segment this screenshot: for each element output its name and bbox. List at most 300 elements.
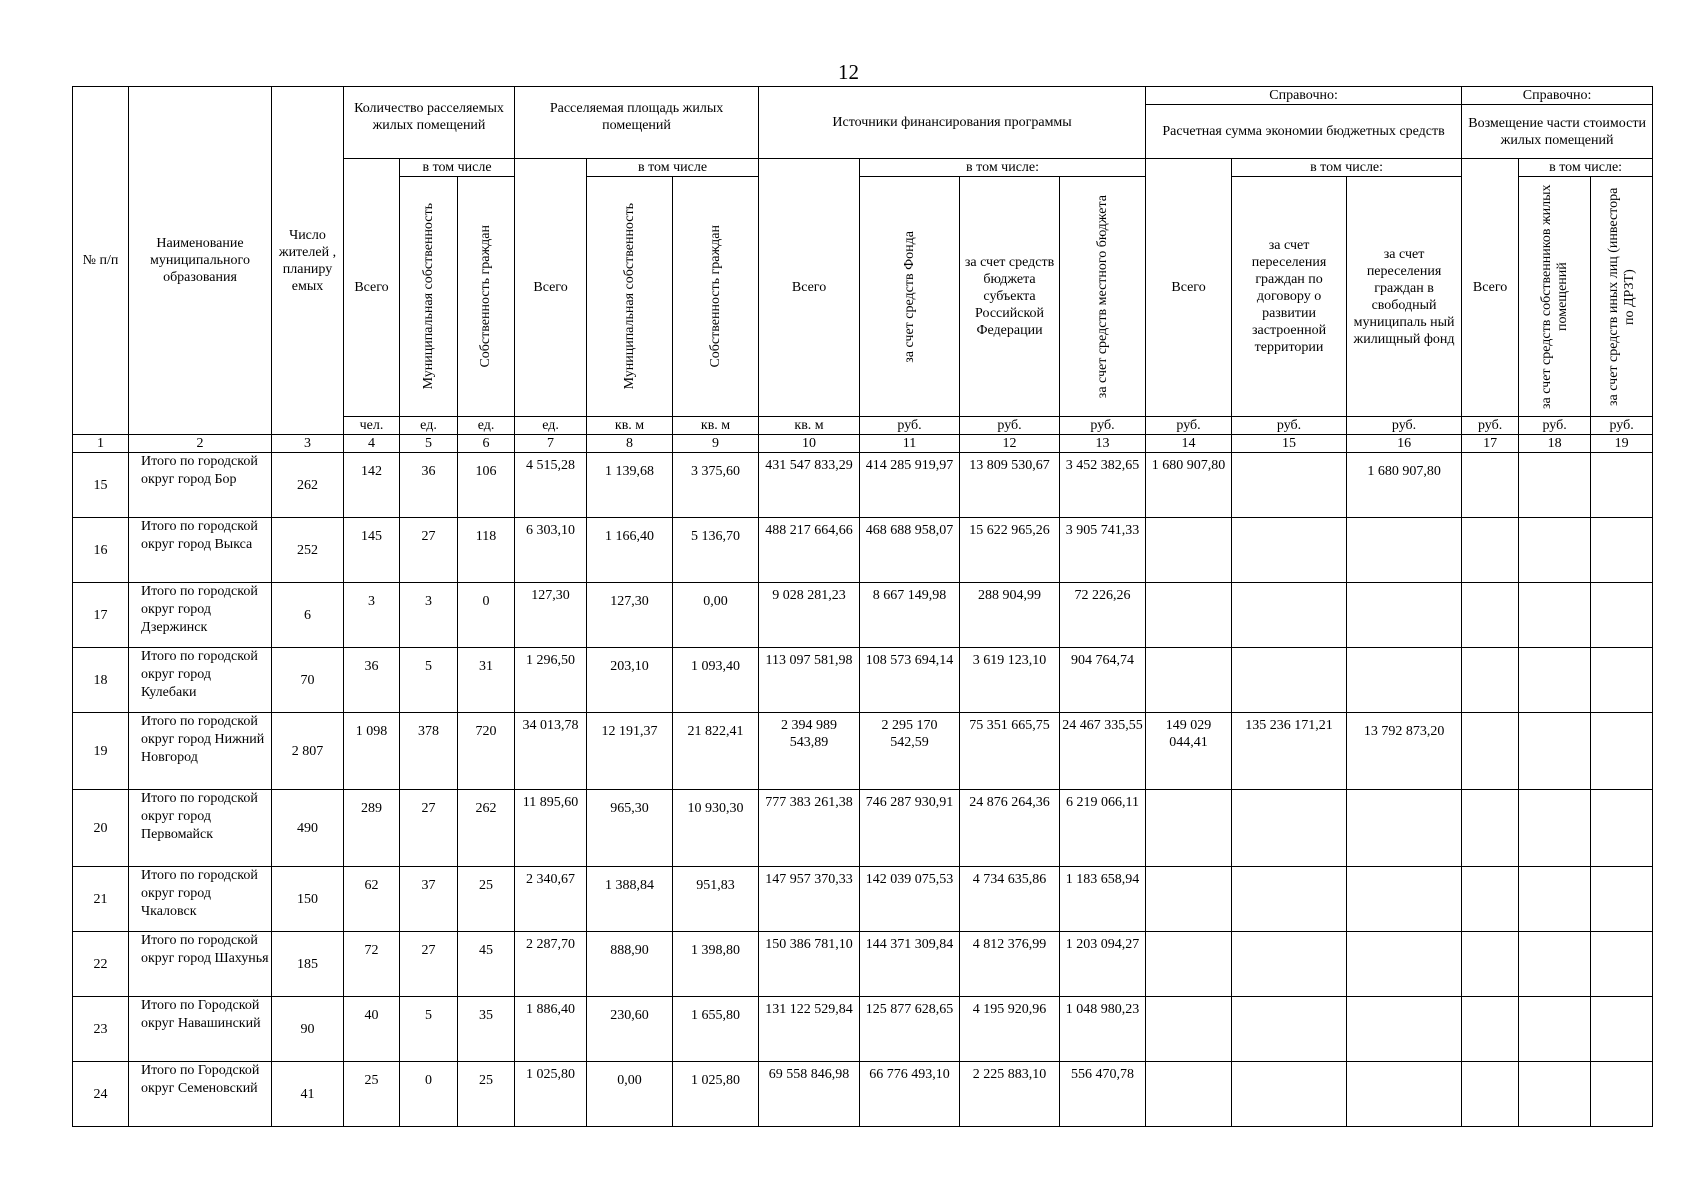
compensation-owners-cell — [1519, 1062, 1591, 1127]
row-number-cell: 16 — [73, 518, 129, 583]
header-reference-1 — [1146, 87, 1462, 105]
count-citizens-cell: 31 — [458, 648, 515, 713]
compensation-total-cell — [1462, 1062, 1519, 1127]
compensation-owners-cell — [1519, 518, 1591, 583]
finance-fund-cell: 2 295 170 542,59 — [860, 713, 960, 790]
column-number: 6 — [458, 435, 515, 453]
compensation-total-cell — [1462, 790, 1519, 867]
column-number: 7 — [515, 435, 587, 453]
column-numbers-row — [73, 435, 1653, 453]
header-count-municipal-label: Муниципальная собственность — [420, 203, 436, 390]
area-total-cell: 1 025,80 — [515, 1062, 587, 1127]
compensation-total-cell — [1462, 713, 1519, 790]
header-index — [73, 87, 129, 435]
count-citizens-cell: 262 — [458, 790, 515, 867]
compensation-total-cell — [1462, 648, 1519, 713]
page-number: 12 — [838, 60, 859, 84]
column-number: 4 — [344, 435, 400, 453]
finance-local-cell: 1 048 980,23 — [1060, 997, 1146, 1062]
header-econ-development-label: за счет переселения граждан по договору о развитии застроенной территории — [1251, 238, 1327, 355]
unit-cell: руб. — [1232, 417, 1347, 435]
finance-local-cell: 904 764,74 — [1060, 648, 1146, 713]
area-total-cell: 2 287,70 — [515, 932, 587, 997]
compensation-owners-cell — [1519, 790, 1591, 867]
municipality-name-cell: Итого по городской округ город Чкаловск — [129, 867, 272, 932]
column-number: 19 — [1591, 435, 1653, 453]
header-people — [272, 87, 344, 435]
economy-free-fund-cell — [1347, 932, 1462, 997]
compensation-other-cell — [1591, 648, 1653, 713]
economy-free-fund-cell — [1347, 583, 1462, 648]
economy-total-cell: 149 029 044,41 — [1146, 713, 1232, 790]
header-owners — [1519, 177, 1591, 417]
economy-free-fund-cell — [1347, 867, 1462, 932]
finance-total-cell: 488 217 664,66 — [759, 518, 860, 583]
unit-cell: руб. — [1462, 417, 1519, 435]
finance-fund-cell: 144 371 309,84 — [860, 932, 960, 997]
header-area-incl — [587, 159, 759, 177]
economy-total-cell — [1146, 790, 1232, 867]
count-citizens-cell: 118 — [458, 518, 515, 583]
area-total-cell: 34 013,78 — [515, 713, 587, 790]
economy-total-cell — [1146, 997, 1232, 1062]
header-compensation-incl — [1519, 159, 1653, 177]
column-number: 5 — [400, 435, 458, 453]
table-body — [73, 453, 1653, 1127]
area-municipal-cell: 1 388,84 — [587, 867, 673, 932]
compensation-owners-cell — [1519, 713, 1591, 790]
finance-total-cell: 147 957 370,33 — [759, 867, 860, 932]
header-fund — [860, 177, 960, 417]
finance-local-cell: 3 452 382,65 — [1060, 453, 1146, 518]
column-number: 13 — [1060, 435, 1146, 453]
unit-cell: руб. — [1591, 417, 1653, 435]
column-number: 12 — [960, 435, 1060, 453]
resettlement-table — [72, 86, 1653, 1127]
column-number: 2 — [129, 435, 272, 453]
header-economy-group-label: Расчетная сумма экономии бюджетных средств — [1162, 124, 1445, 139]
header-count-total — [344, 159, 400, 417]
area-municipal-cell: 965,30 — [587, 790, 673, 867]
table-row — [73, 713, 1653, 790]
header-compensation-group — [1462, 105, 1653, 159]
header-row-1 — [73, 87, 1653, 105]
finance-fund-cell: 746 287 930,91 — [860, 790, 960, 867]
area-citizens-cell: 1 655,80 — [673, 997, 759, 1062]
finance-subject-cell: 3 619 123,10 — [960, 648, 1060, 713]
area-total-cell: 11 895,60 — [515, 790, 587, 867]
area-municipal-cell: 12 191,37 — [587, 713, 673, 790]
count-total-cell: 40 — [344, 997, 400, 1062]
people-count-cell: 262 — [272, 453, 344, 518]
compensation-total-cell — [1462, 867, 1519, 932]
finance-local-cell: 72 226,26 — [1060, 583, 1146, 648]
column-number: 14 — [1146, 435, 1232, 453]
header-subject-budget — [960, 177, 1060, 417]
economy-free-fund-cell: 1 680 907,80 — [1347, 453, 1462, 518]
economy-development-cell — [1232, 583, 1347, 648]
count-municipal-cell: 378 — [400, 713, 458, 790]
header-compensation-total — [1462, 159, 1519, 417]
table-row — [73, 648, 1653, 713]
header-finance-group — [759, 87, 1146, 159]
count-citizens-cell: 35 — [458, 997, 515, 1062]
compensation-other-cell — [1591, 583, 1653, 648]
economy-free-fund-cell — [1347, 1062, 1462, 1127]
compensation-total-cell — [1462, 932, 1519, 997]
header-economy-incl — [1232, 159, 1462, 177]
compensation-other-cell — [1591, 453, 1653, 518]
people-count-cell: 150 — [272, 867, 344, 932]
area-municipal-cell: 127,30 — [587, 583, 673, 648]
count-citizens-cell: 45 — [458, 932, 515, 997]
economy-development-cell — [1232, 790, 1347, 867]
finance-fund-cell: 66 776 493,10 — [860, 1062, 960, 1127]
count-municipal-cell: 27 — [400, 518, 458, 583]
finance-total-cell: 9 028 281,23 — [759, 583, 860, 648]
header-count-group-label: Количество расселяемых жилых помещений — [354, 101, 504, 133]
compensation-other-cell — [1591, 713, 1653, 790]
compensation-owners-cell — [1519, 867, 1591, 932]
area-municipal-cell: 888,90 — [587, 932, 673, 997]
header-reference-1-label: Справочно: — [1269, 88, 1338, 103]
economy-development-cell — [1232, 932, 1347, 997]
row-number-cell: 21 — [73, 867, 129, 932]
finance-subject-cell: 24 876 264,36 — [960, 790, 1060, 867]
header-compensation-total-label: Всего — [1472, 280, 1508, 295]
finance-local-cell: 1 203 094,27 — [1060, 932, 1146, 997]
count-total-cell: 1 098 — [344, 713, 400, 790]
table-row — [73, 1062, 1653, 1127]
finance-total-cell: 131 122 529,84 — [759, 997, 860, 1062]
count-municipal-cell: 5 — [400, 648, 458, 713]
header-finance-total-label: Всего — [791, 280, 827, 295]
header-local-budget-label: за счет средств местного бюджета — [1094, 194, 1110, 399]
economy-free-fund-cell — [1347, 648, 1462, 713]
count-total-cell: 3 — [344, 583, 400, 648]
area-citizens-cell: 951,83 — [673, 867, 759, 932]
header-subject-budget-label: за счет средств бюджета субъекта Российской Федерации — [964, 255, 1055, 338]
people-count-cell: 185 — [272, 932, 344, 997]
finance-fund-cell: 108 573 694,14 — [860, 648, 960, 713]
finance-subject-cell: 4 812 376,99 — [960, 932, 1060, 997]
count-municipal-cell: 36 — [400, 453, 458, 518]
municipality-name-cell: Итого по городской округ город Первомайск — [129, 790, 272, 867]
finance-fund-cell: 142 039 075,53 — [860, 867, 960, 932]
unit-cell: ед. — [400, 417, 458, 435]
area-citizens-cell: 1 398,80 — [673, 932, 759, 997]
row-number-cell: 18 — [73, 648, 129, 713]
header-economy-group — [1146, 105, 1462, 159]
row-number-cell: 15 — [73, 453, 129, 518]
finance-local-cell: 1 183 658,94 — [1060, 867, 1146, 932]
municipality-name-cell: Итого по городской округ город Кулебаки — [129, 648, 272, 713]
count-citizens-cell: 720 — [458, 713, 515, 790]
column-number: 16 — [1347, 435, 1462, 453]
economy-total-cell — [1146, 648, 1232, 713]
area-citizens-cell: 0,00 — [673, 583, 759, 648]
count-total-cell: 25 — [344, 1062, 400, 1127]
header-count-incl — [400, 159, 515, 177]
count-citizens-cell: 106 — [458, 453, 515, 518]
unit-cell: руб. — [1146, 417, 1232, 435]
count-citizens-cell: 25 — [458, 1062, 515, 1127]
people-count-cell: 41 — [272, 1062, 344, 1127]
economy-total-cell: 1 680 907,80 — [1146, 453, 1232, 518]
municipality-name-cell: Итого по Городской округ Семеновский — [129, 1062, 272, 1127]
unit-cell: чел. — [344, 417, 400, 435]
compensation-owners-cell — [1519, 453, 1591, 518]
table-row — [73, 518, 1653, 583]
unit-cell: руб. — [1519, 417, 1591, 435]
count-total-cell: 62 — [344, 867, 400, 932]
municipality-name-cell: Итого по городской округ город Шахунья — [129, 932, 272, 997]
header-economy-incl-label: в том числе: — [1310, 160, 1384, 175]
header-reference-2 — [1462, 87, 1653, 105]
header-name-label: Наименование муниципального образования — [150, 236, 250, 285]
header-count-group — [344, 87, 515, 159]
compensation-other-cell — [1591, 932, 1653, 997]
finance-total-cell: 150 386 781,10 — [759, 932, 860, 997]
finance-subject-cell: 2 225 883,10 — [960, 1062, 1060, 1127]
unit-cell: руб. — [1060, 417, 1146, 435]
header-area-citizens — [673, 177, 759, 417]
unit-cell: кв. м — [673, 417, 759, 435]
area-citizens-cell: 10 930,30 — [673, 790, 759, 867]
header-area-municipal — [587, 177, 673, 417]
people-count-cell: 252 — [272, 518, 344, 583]
finance-total-cell: 431 547 833,29 — [759, 453, 860, 518]
economy-free-fund-cell — [1347, 518, 1462, 583]
area-citizens-cell: 3 375,60 — [673, 453, 759, 518]
area-municipal-cell: 0,00 — [587, 1062, 673, 1127]
header-finance-group-label: Источники финансирования программы — [832, 115, 1072, 130]
header-area-total-label: Всего — [533, 280, 568, 295]
header-fund-label: за счет средств Фонда — [901, 230, 917, 363]
header-finance-incl — [860, 159, 1146, 177]
finance-subject-cell: 15 622 965,26 — [960, 518, 1060, 583]
count-municipal-cell: 37 — [400, 867, 458, 932]
unit-cell: руб. — [1347, 417, 1462, 435]
table-row — [73, 932, 1653, 997]
column-number: 17 — [1462, 435, 1519, 453]
column-number: 9 — [673, 435, 759, 453]
header-area-incl-label: в том числе — [637, 160, 708, 175]
count-total-cell: 289 — [344, 790, 400, 867]
economy-development-cell — [1232, 1062, 1347, 1127]
column-number: 8 — [587, 435, 673, 453]
header-area-group — [515, 87, 759, 159]
header-econ-development — [1232, 177, 1347, 417]
municipality-name-cell: Итого по городской округ город Нижний Новгород — [129, 713, 272, 790]
header-economy-total — [1146, 159, 1232, 417]
table-row — [73, 867, 1653, 932]
compensation-other-cell — [1591, 1062, 1653, 1127]
economy-total-cell — [1146, 1062, 1232, 1127]
unit-cell: руб. — [960, 417, 1060, 435]
economy-development-cell — [1232, 997, 1347, 1062]
unit-cell: кв. м — [759, 417, 860, 435]
unit-cell: кв. м — [587, 417, 673, 435]
economy-free-fund-cell — [1347, 997, 1462, 1062]
economy-development-cell — [1232, 453, 1347, 518]
header-count-citizens — [458, 177, 515, 417]
people-count-cell: 90 — [272, 997, 344, 1062]
header-other-label: за счет средств иных лиц (инвестора по ДРЗТ) — [1605, 187, 1637, 406]
header-econ-free-fund — [1347, 177, 1462, 417]
finance-subject-cell: 4 195 920,96 — [960, 997, 1060, 1062]
economy-development-cell — [1232, 867, 1347, 932]
unit-cell: ед. — [458, 417, 515, 435]
compensation-other-cell — [1591, 518, 1653, 583]
unit-cell: ед. — [515, 417, 587, 435]
count-total-cell: 72 — [344, 932, 400, 997]
count-municipal-cell: 27 — [400, 790, 458, 867]
area-total-cell: 1 886,40 — [515, 997, 587, 1062]
count-municipal-cell: 27 — [400, 932, 458, 997]
compensation-total-cell — [1462, 997, 1519, 1062]
compensation-other-cell — [1591, 867, 1653, 932]
header-people-label: Число жителей , планиру емых — [278, 227, 337, 294]
table-row — [73, 453, 1653, 518]
area-citizens-cell: 1 093,40 — [673, 648, 759, 713]
column-number: 18 — [1519, 435, 1591, 453]
economy-total-cell — [1146, 867, 1232, 932]
count-total-cell: 36 — [344, 648, 400, 713]
finance-local-cell: 24 467 335,55 — [1060, 713, 1146, 790]
row-number-cell: 17 — [73, 583, 129, 648]
people-count-cell: 2 807 — [272, 713, 344, 790]
header-reference-2-label: Справочно: — [1522, 88, 1592, 103]
header-finance-incl-label: в том числе: — [966, 160, 1040, 175]
unit-cell: руб. — [860, 417, 960, 435]
header-local-budget — [1060, 177, 1146, 417]
compensation-owners-cell — [1519, 997, 1591, 1062]
municipality-name-cell: Итого по Городской округ Навашинский — [129, 997, 272, 1062]
header-area-municipal-label: Муниципальная собственность — [621, 203, 637, 390]
finance-local-cell: 3 905 741,33 — [1060, 518, 1146, 583]
area-municipal-cell: 1 139,68 — [587, 453, 673, 518]
compensation-owners-cell — [1519, 932, 1591, 997]
municipality-name-cell: Итого по городской округ город Бор — [129, 453, 272, 518]
compensation-owners-cell — [1519, 648, 1591, 713]
header-index-label: № п/п — [82, 253, 119, 268]
header-area-citizens-label: Собственность граждан — [707, 225, 723, 368]
compensation-other-cell — [1591, 997, 1653, 1062]
row-number-cell: 22 — [73, 932, 129, 997]
row-number-cell: 20 — [73, 790, 129, 867]
area-municipal-cell: 230,60 — [587, 997, 673, 1062]
header-compensation-incl-label: в том числе: — [1549, 160, 1623, 175]
header-econ-free-fund-label: за счет переселения граждан в свободный муниципаль ный жилищный фонд — [1353, 246, 1455, 347]
finance-total-cell: 777 383 261,38 — [759, 790, 860, 867]
area-total-cell: 4 515,28 — [515, 453, 587, 518]
finance-local-cell: 556 470,78 — [1060, 1062, 1146, 1127]
finance-total-cell: 69 558 846,98 — [759, 1062, 860, 1127]
compensation-total-cell — [1462, 583, 1519, 648]
column-number: 3 — [272, 435, 344, 453]
column-number: 15 — [1232, 435, 1347, 453]
compensation-other-cell — [1591, 790, 1653, 867]
finance-local-cell: 6 219 066,11 — [1060, 790, 1146, 867]
municipality-name-cell: Итого по городской округ город Выкса — [129, 518, 272, 583]
compensation-total-cell — [1462, 518, 1519, 583]
finance-total-cell: 2 394 989 543,89 — [759, 713, 860, 790]
area-citizens-cell: 5 136,70 — [673, 518, 759, 583]
compensation-owners-cell — [1519, 583, 1591, 648]
people-count-cell: 70 — [272, 648, 344, 713]
finance-subject-cell: 4 734 635,86 — [960, 867, 1060, 932]
area-municipal-cell: 203,10 — [587, 648, 673, 713]
header-finance-total — [759, 159, 860, 417]
area-total-cell: 127,30 — [515, 583, 587, 648]
count-citizens-cell: 0 — [458, 583, 515, 648]
header-area-group-label: Расселяемая площадь жилых помещений — [549, 101, 724, 133]
area-citizens-cell: 21 822,41 — [673, 713, 759, 790]
compensation-total-cell — [1462, 453, 1519, 518]
header-economy-total-label: Всего — [1171, 280, 1206, 295]
economy-total-cell — [1146, 518, 1232, 583]
people-count-cell: 6 — [272, 583, 344, 648]
count-municipal-cell: 5 — [400, 997, 458, 1062]
finance-fund-cell: 468 688 958,07 — [860, 518, 960, 583]
column-number: 11 — [860, 435, 960, 453]
count-total-cell: 142 — [344, 453, 400, 518]
economy-total-cell — [1146, 932, 1232, 997]
header-area-total — [515, 159, 587, 417]
finance-subject-cell: 13 809 530,67 — [960, 453, 1060, 518]
economy-free-fund-cell — [1347, 790, 1462, 867]
count-citizens-cell: 25 — [458, 867, 515, 932]
municipality-name-cell: Итого по городской округ город Дзержинск — [129, 583, 272, 648]
finance-total-cell: 113 097 581,98 — [759, 648, 860, 713]
table-row — [73, 997, 1653, 1062]
finance-fund-cell: 414 285 919,97 — [860, 453, 960, 518]
area-municipal-cell: 1 166,40 — [587, 518, 673, 583]
header-other — [1591, 177, 1653, 417]
table-row — [73, 583, 1653, 648]
table-row — [73, 790, 1653, 867]
count-municipal-cell: 0 — [400, 1062, 458, 1127]
finance-fund-cell: 8 667 149,98 — [860, 583, 960, 648]
economy-development-cell — [1232, 518, 1347, 583]
count-total-cell: 145 — [344, 518, 400, 583]
header-count-citizens-label: Собственность граждан — [478, 225, 494, 368]
people-count-cell: 490 — [272, 790, 344, 867]
finance-subject-cell: 288 904,99 — [960, 583, 1060, 648]
area-total-cell: 2 340,67 — [515, 867, 587, 932]
header-owners-label: за счет средств собственников жилых помещений — [1538, 184, 1570, 409]
area-total-cell: 1 296,50 — [515, 648, 587, 713]
area-total-cell: 6 303,10 — [515, 518, 587, 583]
finance-fund-cell: 125 877 628,65 — [860, 997, 960, 1062]
row-number-cell: 23 — [73, 997, 129, 1062]
economy-free-fund-cell: 13 792 873,20 — [1347, 713, 1462, 790]
count-municipal-cell: 3 — [400, 583, 458, 648]
header-count-municipal — [400, 177, 458, 417]
column-number: 1 — [73, 435, 129, 453]
economy-development-cell — [1232, 648, 1347, 713]
economy-total-cell — [1146, 583, 1232, 648]
area-citizens-cell: 1 025,80 — [673, 1062, 759, 1127]
header-count-incl-label: в том числе — [422, 160, 492, 175]
row-number-cell: 24 — [73, 1062, 129, 1127]
finance-subject-cell: 75 351 665,75 — [960, 713, 1060, 790]
column-number: 10 — [759, 435, 860, 453]
row-number-cell: 19 — [73, 713, 129, 790]
header-count-total-label: Всего — [354, 280, 389, 295]
header-name — [129, 87, 272, 435]
